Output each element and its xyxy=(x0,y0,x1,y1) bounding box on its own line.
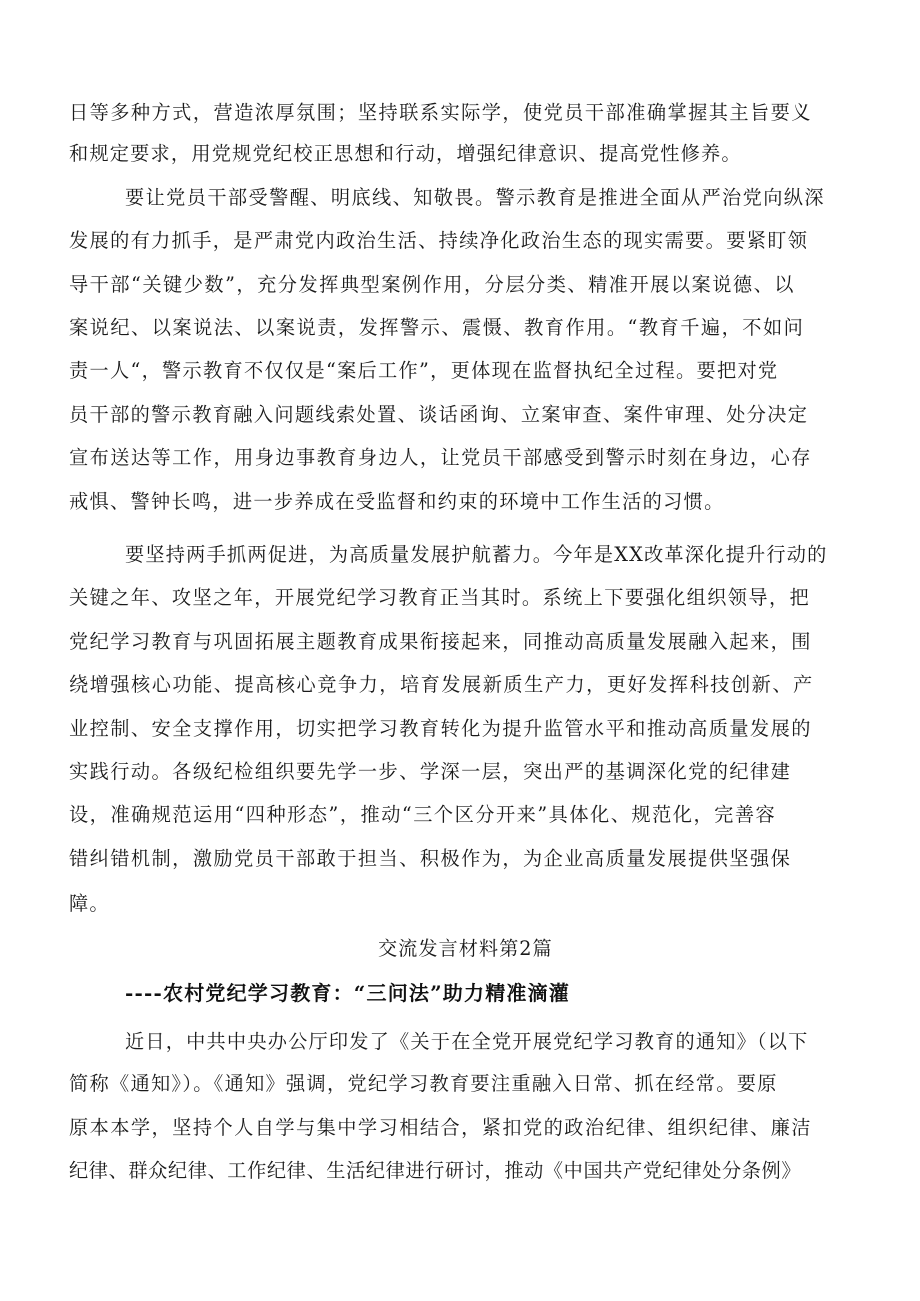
text-line: 原本本学，坚持个人自学与集中学习相结合，紧扣党的政治纪律、组织纪律、廉洁 xyxy=(69,1116,812,1139)
text-line: 案说纪、以案说法、以案说责，发挥警示、震慑、教育作用。“教育千遍，不如问 xyxy=(69,316,805,339)
text-line: 戒惧、警钟长鸣，进一步养成在受监督和约束的环境中工作生活的习惯。 xyxy=(69,490,725,513)
text-line: 业控制、安全支撑作用，切实把学习教育转化为提升监管水平和推动高质量发展的 xyxy=(69,717,812,740)
text-line: 绕增强核心功能、提高核心竞争力，培育发展新质生产力，更好发挥科技创新、产 xyxy=(69,673,814,696)
text-line: 员干部的警示教育融入问题线索处置、谈话函询、立案审查、案件审理、处分决定 xyxy=(69,403,809,426)
text-line: 发展的有力抓手，是严肃党内政治生活、持续净化政治生态的现实需要。要紧盯领 xyxy=(69,229,809,252)
text-line: 和规定要求，用党规党纪校正思想和行动，增强纪律意识、提高党性修养。 xyxy=(69,142,742,165)
paragraph-start-line: 要坚持两手抓两促进，为高质量发展护航蓄力。今年是XX改革深化提升行动的 xyxy=(125,543,828,566)
text-line: 责一人“，警示教育不仅仅是“案后工作”，更体现在监督执纪全过程。要把对党 xyxy=(69,359,779,382)
text-line: 障。 xyxy=(69,892,110,915)
text-line: 设，准确规范运用“四种形态”，推动“三个区分开来”具体化、规范化，完善容 xyxy=(69,803,777,826)
paragraph-start-line: 要让党员干部受警醒、明底线、知敬畏。警示教育是推进全面从严治党向纵深 xyxy=(125,186,825,209)
text-line: 关键之年、攻坚之年，开展党纪学习教育正当其时。系统上下要强化组织领导，把 xyxy=(69,586,811,609)
text-line: 简称《通知》）。《通知》强调，党纪学习教育要注重融入日常、抓在经常。要原 xyxy=(69,1072,778,1095)
text-line: 导干部“关键少数”，充分发挥典型案例作用，分层分类、精准开展以案说德、以 xyxy=(69,273,795,296)
text-line: 党纪学习教育与巩固拓展主题教育成果衔接起来，同推动高质量发展融入起来，围 xyxy=(69,630,812,653)
section-subtitle: ----农村党纪学习教育：“三问法”助力精准滴灌 xyxy=(125,981,571,1005)
text-line: 实践行动。各级纪检组织要先学一步、学深一层，突出严的基调深化党的纪律建 xyxy=(69,760,792,783)
section-heading: 交流发言材料第2篇 xyxy=(378,937,553,960)
text-line: 错纠错机制，激励党员干部敢于担当、积极作为，为企业高质量发展提供坚强保 xyxy=(69,847,792,870)
text-line: 日等多种方式，营造浓厚氛围；坚持联系实际学，使党员干部准确掌握其主旨要义 xyxy=(69,101,812,124)
text-line: 宣布送达等工作，用身边事教育身边人，让党员干部感受到警示时刻在身边，心存 xyxy=(69,446,812,469)
paragraph-start-line: 近日，中共中央办公厅印发了《关于在全党开展党纪学习教育的通知》（以下 xyxy=(125,1030,809,1053)
text-line: 纪律、群众纪律、工作纪律、生活纪律进行研讨，推动《中国共产党纪律处分条例》 xyxy=(69,1159,802,1182)
